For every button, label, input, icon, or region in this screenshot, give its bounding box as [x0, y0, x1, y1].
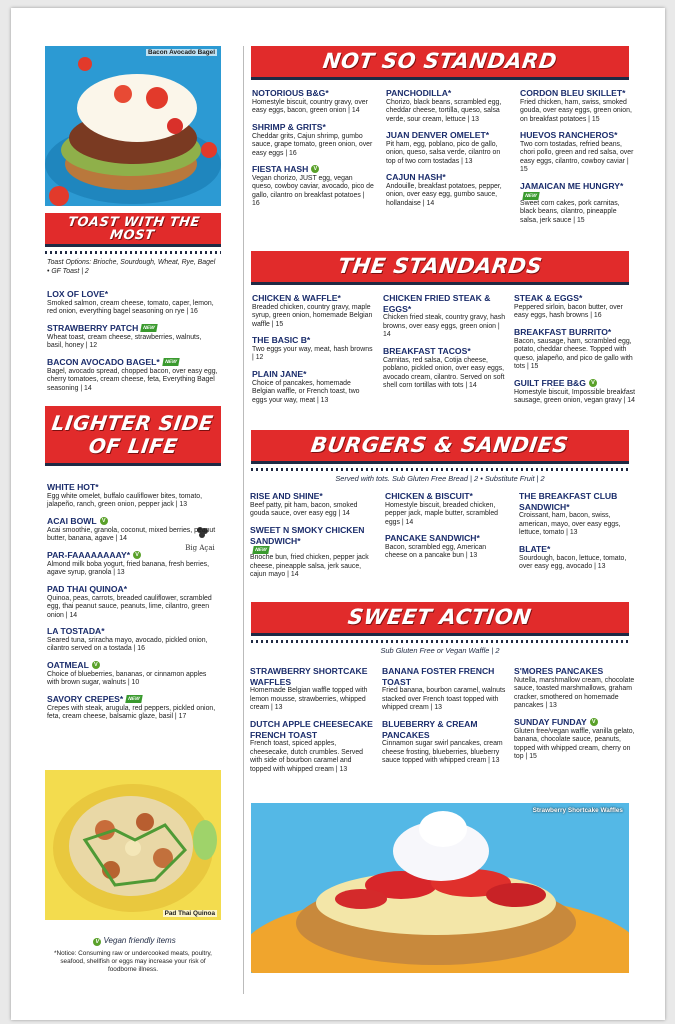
- item-name-text: OATMEAL: [47, 660, 89, 670]
- menu-item: [47, 550, 219, 578]
- menu-item: [514, 378, 636, 406]
- vegan-leaf-icon: V: [589, 379, 597, 387]
- item-name-text: CHICKEN & WAFFLE*: [252, 293, 341, 303]
- item-description: Cinnamon sugar swirl pancakes, cream cheese frosting, blueberries, blueberry sauce topped with whipped cream | 13: [382, 740, 503, 765]
- menu-item: [252, 122, 374, 158]
- toast-title: TOAST WITH THE MOST: [66, 214, 201, 243]
- vegan-leaf-icon: V: [590, 718, 598, 726]
- item-name-text: S'MORES PANCAKES: [514, 666, 604, 676]
- item-name: [47, 694, 219, 705]
- menu-item: [47, 626, 219, 654]
- item-name: [252, 164, 374, 175]
- item-description: French toast, spiced apples, cheesecake, dutch crumbles. Served with side of bourbon caramel and topped with whipped cream | 13: [250, 740, 363, 773]
- menu-item: [514, 293, 636, 321]
- item-description: Brioche bun, fried chicken, pepper jack cheese, pineapple salsa, jerk sauce, cajun mayo | 14: [250, 554, 369, 579]
- item-name-text: LOX OF LOVE*: [47, 289, 109, 299]
- item-name-text: BACON AVOCADO BAGEL*: [47, 357, 160, 367]
- menu-item: [47, 694, 219, 722]
- item-name-text: PANCAKE SANDWICH*: [385, 533, 480, 543]
- menu-item: [250, 666, 374, 713]
- item-name: [47, 516, 219, 527]
- item-name: [520, 181, 636, 200]
- item-name: [514, 378, 636, 389]
- menu-item: [382, 719, 506, 766]
- menu-item: [252, 335, 374, 363]
- item-description: Almond milk boba yogurt, fried banana, fresh berries, agave syrup, granola | 13: [47, 560, 210, 577]
- item-name-text: SAVORY CREPES*: [47, 694, 124, 704]
- item-name-text: GUILT FREE B&G: [514, 378, 586, 388]
- menu-item: [383, 346, 509, 391]
- bagel-caption: Bacon Avocado Bagel: [148, 49, 215, 56]
- item-name-text: RISE AND SHINE*: [250, 491, 323, 501]
- item-description: Egg white omelet, buffalo cauliflower bites, tomato, jalapeño, ranch, green onion, pepper jack | 13: [47, 492, 202, 509]
- item-description: Carnitas, red salsa, Cotija cheese, poblano, pickled onion, over easy eggs, avocado cream, cilantro. Served on soft shell corn tortillas with tots | 14: [383, 356, 505, 390]
- item-name: [514, 327, 636, 338]
- item-name-text: SHRIMP & GRITS*: [252, 122, 326, 132]
- divider: [45, 251, 221, 254]
- item-name: [47, 357, 219, 368]
- item-name: [520, 88, 636, 99]
- item-description: Nutella, marshmallow cream, chocolate sauce, toasted marshmallows, graham cracker, smothered on homemade pancakes | 13: [514, 676, 635, 710]
- item-description: Bagel, avocado spread, chopped bacon, over easy egg, cherry tomatoes, cream cheese, feta, Everything Bagel seasoning | 14: [47, 367, 218, 392]
- menu-item: [382, 666, 506, 713]
- item-name: [382, 719, 506, 740]
- item-description: Acai smoothie, granola, coconut, mixed berries, peanut butter, banana, agave | 14: [47, 526, 216, 543]
- item-description: Beef patty, pit ham, bacon, smoked gouda sauce, over easy egg | 14: [250, 501, 358, 518]
- item-name: [519, 544, 637, 555]
- item-description: Homestyle biscuit, breaded chicken, pepper jack, maple butter, scrambled eggs | 14: [385, 501, 498, 526]
- item-description: Bacon, scrambled egg, American cheese on a pancake bun | 13: [385, 543, 487, 560]
- item-name-text: JUAN DENVER OMELET*: [386, 130, 490, 140]
- item-name: [250, 666, 374, 687]
- menu-item: [383, 293, 509, 340]
- item-name: [382, 666, 506, 687]
- new-badge: NEW: [252, 546, 269, 554]
- menu-item: [252, 369, 374, 405]
- std-title: THE STANDARDS: [336, 254, 544, 278]
- menu-item: [252, 88, 374, 116]
- sweet-title: SWEET ACTION: [346, 605, 534, 629]
- item-name-text: STRAWBERRY SHORTCAKE WAFFLES: [250, 666, 368, 687]
- nss-title: NOT SO STANDARD: [321, 49, 559, 73]
- item-description: Fried chicken, ham, swiss, smoked gouda, over easy eggs, green onion, on breakfast potatoes | 15: [520, 98, 632, 123]
- item-name: [520, 130, 636, 141]
- new-badge: NEW: [522, 192, 539, 200]
- item-name-text: CORDON BLEU SKILLET*: [520, 88, 626, 98]
- toast-options: Toast Options: Brioche, Sourdough, Wheat, Rye, Bagel • GF Toast | 2: [47, 259, 216, 275]
- item-name: [514, 666, 636, 677]
- big-acai-text: Big Açai: [185, 544, 215, 552]
- consumer-notice: *Notice: Consuming raw or undercooked meats, poultry, seafood, shellfish or eggs may increase your risk of foodborne illness.: [54, 950, 212, 973]
- item-name-text: PLAIN JANE*: [252, 369, 307, 379]
- vegan-leaf-icon: V: [133, 551, 141, 559]
- item-name-text: DUTCH APPLE CHEESECAKE FRENCH TOAST: [250, 719, 373, 740]
- burg-banner: [251, 430, 629, 464]
- menu-item: [47, 323, 219, 351]
- item-name-text: BANANA FOSTER FRENCH TOAST: [382, 666, 495, 687]
- item-name-text: PAR-FAAAAAAAAY*: [47, 550, 131, 560]
- item-description: Chorizo, black beans, scrambled egg, cheddar cheese, tortilla, queso, salsa verde, sour cream, lettuce | 13: [386, 98, 502, 123]
- item-name: [386, 130, 508, 141]
- item-name: [519, 491, 637, 512]
- waffle-caption: Strawberry Shortcake Waffles: [532, 807, 623, 814]
- menu-item: [250, 719, 374, 775]
- item-name: [252, 122, 374, 133]
- lighter-banner: [45, 406, 221, 466]
- item-name-text: WHITE HOT*: [47, 482, 99, 492]
- menu-item: [514, 666, 636, 711]
- item-name-text: LA TOSTADA*: [47, 626, 105, 636]
- menu-item: [47, 482, 219, 510]
- item-description: Bacon, sausage, ham, scrambled egg, potato, cheddar cheese. Topped with queso, jalapeño, and pico de gallo with tots | 15: [514, 337, 633, 371]
- item-description: Smoked salmon, cream cheese, tomato, caper, lemon, red onion, everything bagel seasoning on rye | 16: [47, 299, 214, 316]
- item-description: Sweet corn cakes, pork carnitas, black beans, cilantro, pineapple salsa, jerk sauce | 15: [520, 199, 620, 224]
- toast-banner: [45, 213, 221, 247]
- item-name-text: BLATE*: [519, 544, 551, 554]
- menu-item: [47, 289, 219, 317]
- item-name-text: THE BREAKFAST CLUB SANDWICH*: [519, 491, 618, 512]
- item-description: Choice of blueberries, bananas, or cinnamon apples with brown sugar, walnuts | 10: [47, 670, 207, 687]
- divider: [251, 640, 629, 643]
- item-name-text: CHICKEN & BISCUIT*: [385, 491, 473, 501]
- vegan-leaf-icon: V: [92, 661, 100, 669]
- item-name: [385, 533, 507, 544]
- nss-banner: [251, 46, 629, 80]
- item-description: Homestyle biscuit, Impossible breakfast sausage, green onion, vegan gravy | 14: [514, 388, 636, 405]
- std-banner: [251, 251, 629, 285]
- item-name: [514, 293, 636, 304]
- menu-item: [519, 544, 637, 572]
- menu-item: [519, 491, 637, 538]
- menu-item: [520, 130, 636, 175]
- menu-item: [520, 181, 636, 225]
- menu-item: [385, 533, 507, 561]
- item-name: [252, 369, 374, 380]
- item-name-text: NOTORIOUS B&G*: [252, 88, 329, 98]
- vegan-leaf-icon: V: [100, 517, 108, 525]
- item-name: [47, 550, 219, 561]
- menu-item: [252, 164, 374, 209]
- item-description: Quinoa, peas, carrots, breaded cauliflower, scrambled egg, thai peanut sauce, peanuts, lime, cilantro, green onion | 14: [47, 594, 212, 619]
- item-name: [252, 335, 374, 346]
- item-description: Cheddar grits, Cajun shrimp, gumbo sauce, grape tomato, green onion, over easy eggs | 16: [252, 132, 373, 157]
- item-description: Two eggs your way, meat, hash browns | 12: [252, 345, 373, 362]
- menu-item: [386, 88, 508, 124]
- item-name-text: THE BASIC B*: [252, 335, 311, 345]
- menu-item: [47, 357, 219, 393]
- item-description: Homemade Belgian waffle topped with lemon mousse, strawberries, whipped cream | 13: [250, 687, 368, 712]
- divider: [251, 468, 629, 471]
- item-description: Gluten free/vegan waffle, vanilla gelato, banana, chocolate sauce, peanuts, topped with whipped cream, cherry on top | 15: [514, 727, 635, 761]
- item-description: Peppered sirloin, bacon butter, over easy eggs, hash browns | 16: [514, 303, 623, 320]
- item-description: Andouille, breakfast potatoes, pepper, onion, over easy egg, gumbo sauce, hollandaise | 14: [386, 182, 502, 207]
- menu-item: [47, 660, 219, 688]
- item-name-text: BLUEBERRY & CREAM PANCAKES: [382, 719, 478, 740]
- new-badge: NEW: [126, 695, 143, 703]
- item-name-text: CAJUN HASH*: [386, 172, 446, 182]
- item-name: [252, 293, 374, 304]
- item-name: [47, 626, 219, 637]
- vegan-legend: [45, 936, 221, 946]
- item-description: Chicken fried steak, country gravy, hash browns, over easy eggs, green onion | 14: [383, 314, 506, 339]
- item-name: [250, 491, 374, 502]
- strawberry-waffle-photo: [251, 803, 629, 973]
- item-description: Choice of pancakes, homemade Belgian waffle, or French toast, two eggs your way, meat | 13: [252, 379, 360, 404]
- item-description: Sourdough, bacon, lettuce, tomato, over easy egg, avocado | 13: [519, 554, 627, 571]
- item-name-text: PANCHODILLA*: [386, 88, 452, 98]
- item-name: [47, 482, 219, 493]
- item-name-text: SWEET N SMOKY CHICKEN SANDWICH*: [250, 525, 365, 546]
- menu-item: [250, 525, 374, 580]
- burg-note: Served with tots. Sub Gluten Free Bread | 2 • Substitute Fruit | 2: [335, 474, 545, 483]
- item-name-text: BREAKFAST BURRITO*: [514, 327, 612, 337]
- menu-item: [47, 516, 219, 544]
- item-name: [250, 525, 374, 554]
- quinoa-caption: Pad Thai Quinoa: [164, 910, 215, 917]
- menu-item: [385, 491, 507, 527]
- burg-title: BURGERS & SANDIES: [309, 433, 571, 457]
- item-name: [386, 88, 508, 99]
- item-description: Crepes with steak, arugula, red peppers, pickled onion, feta, cream cheese, balsamic glaze, basil | 17: [47, 704, 216, 721]
- sweet-banner: [251, 602, 629, 636]
- menu-item: [514, 327, 636, 372]
- item-description: Vegan chorizo, JUST egg, vegan queso, cowboy caviar, avocado, pico de gallo, cilantro on breakfast potatoes | 16: [252, 174, 374, 208]
- menu-item: [386, 130, 508, 166]
- vegan-legend-text: Vegan friendly items: [103, 936, 176, 945]
- item-name-text: FIESTA HASH: [252, 164, 309, 174]
- item-name: [47, 584, 219, 595]
- item-name: [386, 172, 508, 183]
- item-name-text: SUNDAY FUNDAY: [514, 717, 587, 727]
- vegan-leaf-icon: V: [311, 165, 319, 173]
- item-name: [383, 346, 509, 357]
- menu-item: [514, 717, 636, 762]
- menu-item: [386, 172, 508, 208]
- vegan-leaf-icon: V: [93, 938, 101, 946]
- item-name-text: BREAKFAST TACOS*: [383, 346, 471, 356]
- pad-thai-quinoa-photo: [45, 770, 221, 920]
- item-name: [250, 719, 374, 740]
- item-description: Seared tuna, sriracha mayo, avocado, pickled onion, cilantro served on a tostada | 16: [47, 636, 208, 653]
- item-name-text: CHICKEN FRIED STEAK & EGGS*: [383, 293, 491, 314]
- sweet-note: Sub Gluten Free or Vegan Waffle | 2: [380, 646, 500, 655]
- item-description: Croissant, ham, bacon, swiss, american, mayo, over easy eggs, lettuce, tomato | 13: [519, 512, 621, 537]
- item-description: Two corn tostadas, refried beans, chori pollo, green and red salsa, over easy eggs, cilantro, cowboy caviar | 15: [520, 140, 634, 174]
- item-name: [47, 323, 219, 334]
- item-description: Fried banana, bourbon caramel, walnuts stacked over French toast topped with whipped cream | 13: [382, 687, 506, 712]
- item-description: Breaded chicken, country gravy, maple syrup, green onion, homemade Belgian waffle | 15: [252, 303, 373, 328]
- menu-page: [11, 8, 665, 1020]
- item-name: [47, 289, 219, 300]
- item-name-text: HUEVOS RANCHEROS*: [520, 130, 618, 140]
- item-description: Pit ham, egg, poblano, pico de gallo, onion, queso, salsa verde, cilantro on top of two corn tostadas | 13: [386, 140, 501, 165]
- item-name: [252, 88, 374, 99]
- item-name: [47, 660, 219, 671]
- menu-item: [250, 491, 374, 519]
- item-description: Homestyle biscuit, country gravy, over easy eggs, bacon, green onion | 14: [252, 98, 368, 115]
- bacon-avocado-bagel-photo: [45, 46, 221, 206]
- new-badge: NEW: [141, 324, 158, 332]
- item-description: Wheat toast, cream cheese, strawberries, walnuts, basil, honey | 12: [47, 333, 202, 350]
- lighter-title-line2: OF LIFE: [86, 434, 179, 458]
- item-name-text: PAD THAI QUINOA*: [47, 584, 128, 594]
- item-name-text: JAMAICAN ME HUNGRY*: [520, 181, 624, 191]
- item-name: [514, 717, 636, 728]
- menu-item: [520, 88, 636, 124]
- column-divider: [243, 46, 244, 994]
- item-name: [383, 293, 509, 314]
- lighter-title-line1: LIGHTER SIDE: [50, 411, 216, 435]
- item-name-text: STEAK & EGGS*: [514, 293, 583, 303]
- menu-item: [252, 293, 374, 329]
- item-name-text: STRAWBERRY PATCH: [47, 323, 139, 333]
- menu-item: [47, 584, 219, 620]
- item-name: [385, 491, 507, 502]
- item-name-text: ACAI BOWL: [47, 516, 97, 526]
- new-badge: NEW: [162, 358, 179, 366]
